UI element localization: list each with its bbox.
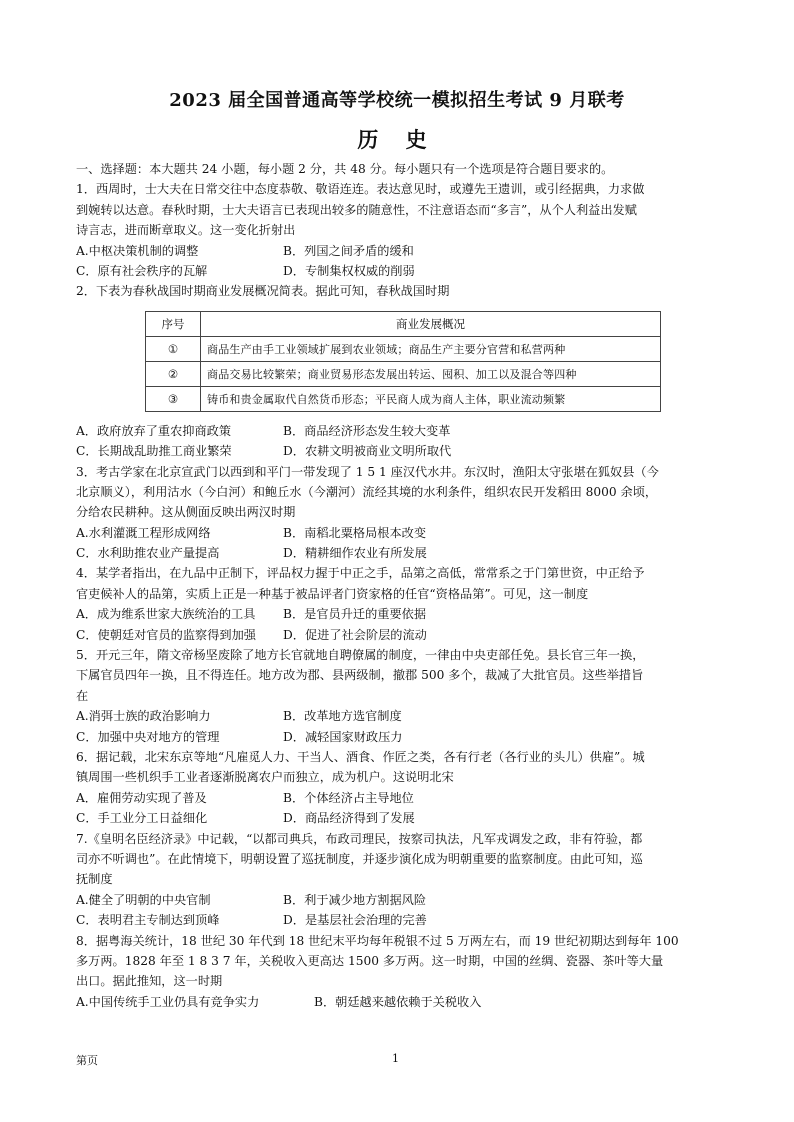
- option-a: A.中国传统手工业仍具有竞争实力: [76, 994, 260, 1009]
- options-row: [76, 261, 724, 281]
- table-row: [146, 336, 661, 361]
- option-d: D．农耕文明被商业文明所取代: [283, 444, 452, 459]
- question-text-line: 镇周围一些机织手工业者逐渐脱离农户而独立，成为机户。这说明北宋: [76, 770, 454, 785]
- table-header-cell: 商业发展概况: [201, 311, 661, 336]
- question-text-line: 8．据粤海关统计，18 世纪 30 年代到 18 世纪末平均每年税银不过 5 万两左右，而 19 世纪初期达到每年 100: [76, 933, 679, 948]
- options-row: [76, 241, 724, 261]
- footer-page-number: 1: [392, 1052, 399, 1065]
- option-a: A.水利灌溉工程形成网络: [76, 525, 211, 540]
- options-row: [76, 706, 724, 726]
- table-cell-number: ①: [146, 336, 201, 361]
- exam-body: [76, 159, 724, 1012]
- question-6: [76, 747, 724, 829]
- subject-title: 历 史: [357, 127, 437, 152]
- option-d: D．减轻国家财政压力: [283, 729, 403, 744]
- option-b: B．是官员升迁的重要依据: [283, 607, 427, 622]
- options-row: [76, 543, 724, 563]
- option-c: C．长期战乱助推工商业繁荣: [76, 444, 232, 459]
- question-text-line: 3．考古学家在北京宣武门以西到和平门一带发现了 1 5 1 座汉代水井。东汉时，渔阳太守张堪在狐奴县（今: [76, 464, 659, 479]
- question-text-line: 官吏候补人的品第，实质上正是一种基于被品评者门资家格的任官“资格品第”。可见，这一制度: [76, 586, 589, 601]
- option-c: C．加强中央对地方的管理: [76, 729, 220, 744]
- option-a: A．雇佣劳动实现了普及: [76, 790, 207, 805]
- question-text-line: 分给农民耕种。这从侧面反映出两汉时期: [76, 505, 296, 520]
- question-text-line: 2．下表为春秋战国时期商业发展概况简表。据此可知，春秋战国时期: [76, 284, 450, 299]
- options-row: [76, 523, 724, 543]
- question-text-line: 司亦不听调也”。在此情境下，明朝设置了巡抚制度，并逐步演化成为明朝重要的监察制度。由此可知，巡: [76, 851, 643, 866]
- question-text-line: 6．据记载，北宋东京等地“凡雇觅人力、干当人、酒食、作匠之类，各有行老（各行业的头儿）供雇”。城: [76, 749, 645, 764]
- table-row: [146, 386, 661, 411]
- option-b: B．列国之间矛盾的缓和: [283, 243, 414, 258]
- options-row: [76, 421, 724, 441]
- option-b: B．改革地方选官制度: [283, 709, 402, 724]
- table-row: [146, 361, 661, 386]
- option-b: B．利于减少地方割据风险: [283, 892, 427, 907]
- table-cell-description: 商品交易比较繁荣；商业贸易形态发展出转运、囤积、加工以及混合等四种: [201, 361, 661, 386]
- commerce-table: [145, 311, 661, 412]
- question-text-line: 下属官员四年一换，且不得连任。地方改为郡、县两级制，撤郡 500 多个，裁减了大批官员。这些举措旨: [76, 668, 644, 683]
- options-row: [76, 788, 724, 808]
- question-text-line: 出口。据此推知，这一时期: [76, 974, 223, 989]
- option-d: D．促进了社会阶层的流动: [283, 627, 427, 642]
- table-cell-description: 铸币和贵金属取代自然货币形态；平民商人成为商人主体，职业流动频繁: [201, 386, 661, 411]
- exam-title: 2023 届全国普通高等学校统一模拟招生考试 9 月联考: [169, 90, 625, 111]
- option-d: D．是基层社会治理的完善: [283, 913, 427, 928]
- question-3: [76, 462, 724, 564]
- question-text-line: 5．开元三年，隋文帝杨坚废除了地方长官就地自聘僚属的制度，一律由中央吏部任免。县长官三年一换，: [76, 648, 645, 663]
- question-2: [76, 281, 724, 461]
- question-5: [76, 645, 724, 747]
- option-a: A.健全了明朝的中央官制: [76, 892, 211, 907]
- options-row: [76, 625, 724, 645]
- option-d: D．精耕细作农业有所发展: [283, 546, 427, 561]
- question-text-line: 在: [76, 688, 89, 703]
- question-text-line: 1．西周时，士大夫在日常交往中态度恭敬、敬语连连。表达意见时，或遵先王遗训，或引经据典，力求做: [76, 182, 645, 197]
- option-b: B．个体经济占主导地位: [283, 790, 414, 805]
- footer-page-label: 第页: [76, 1054, 98, 1067]
- option-d: D．专制集权权威的削弱: [283, 263, 415, 278]
- options-row: [76, 890, 724, 910]
- question-text-line: 诗言志，进而断章取义。这一变化折射出: [76, 223, 296, 238]
- options-row: [76, 604, 724, 624]
- options-row: [76, 727, 724, 747]
- question-1: [76, 179, 724, 281]
- option-b: B．南稻北粟格局根本改变: [283, 525, 427, 540]
- option-a: A．政府放弃了重农抑商政策: [76, 423, 232, 438]
- option-a: A．成为维系世家大族统治的工具: [76, 607, 256, 622]
- option-c: C．手工业分工日益细化: [76, 811, 208, 826]
- question-8: [76, 931, 724, 1013]
- option-c: C．水利助推农业产量提高: [76, 546, 220, 561]
- option-b: B．商品经济形态发生较大变革: [283, 423, 451, 438]
- option-a: A.中枢决策机制的调整: [76, 243, 199, 258]
- options-row: [76, 808, 724, 828]
- options-row: [76, 910, 724, 930]
- option-c: C．使朝廷对官员的监察得到加强: [76, 627, 256, 642]
- option-c: C．原有社会秩序的瓦解: [76, 263, 208, 278]
- question-7: [76, 829, 724, 931]
- options-row: [76, 441, 724, 461]
- table-header-cell: 序号: [146, 311, 201, 336]
- option-c: C．表明君主专制达到顶峰: [76, 913, 220, 928]
- commerce-table-wrapper: [145, 311, 661, 412]
- question-text-line: 4．某学者指出，在九品中正制下，评品权力握于中正之手，品第之高低，常常系之于门第世资，中正给予: [76, 566, 645, 581]
- question-text-line: 7.《皇明名臣经济录》中记载，“以都司典兵，布政司理民，按察司执法，凡军戎调发之政，非有符验，都: [76, 831, 643, 846]
- question-text-line: 抚制度: [76, 872, 113, 887]
- option-d: D．商品经济得到了发展: [283, 811, 415, 826]
- options-row: [76, 992, 724, 1012]
- option-b: B．朝廷越来越依赖于关税收入: [314, 994, 482, 1009]
- question-4: [76, 563, 724, 645]
- question-text-line: 到婉转以达意。春秋时期，士大夫语言已表现出较多的随意性，不注意语态而“多言”，从个人利益出发赋: [76, 202, 637, 217]
- question-text-line: 北京顺义），利用沽水（今白河）和鲍丘水（今潮河）流经其境的水利条件，组织农民开发稻田 8000 余顷，: [76, 484, 658, 499]
- table-cell-description: 商品生产由手工业领域扩展到农业领域；商品生产主要分官营和私营两种: [201, 336, 661, 361]
- section-instructions: 一、选择题：本大题共 24 小题，每小题 2 分，共 48 分。每小题只有一个选项是符合题目要求的。: [76, 162, 614, 176]
- option-a: A.消弭士族的政治影响力: [76, 709, 211, 724]
- table-cell-number: ②: [146, 361, 201, 386]
- table-header-row: [146, 311, 661, 336]
- question-text-line: 多万两。1828 年至 1 8 3 7 年，关税收入更高达 1500 多万两。这一时期，中国的丝绸、瓷器、茶叶等大量: [76, 953, 664, 968]
- table-cell-number: ③: [146, 386, 201, 411]
